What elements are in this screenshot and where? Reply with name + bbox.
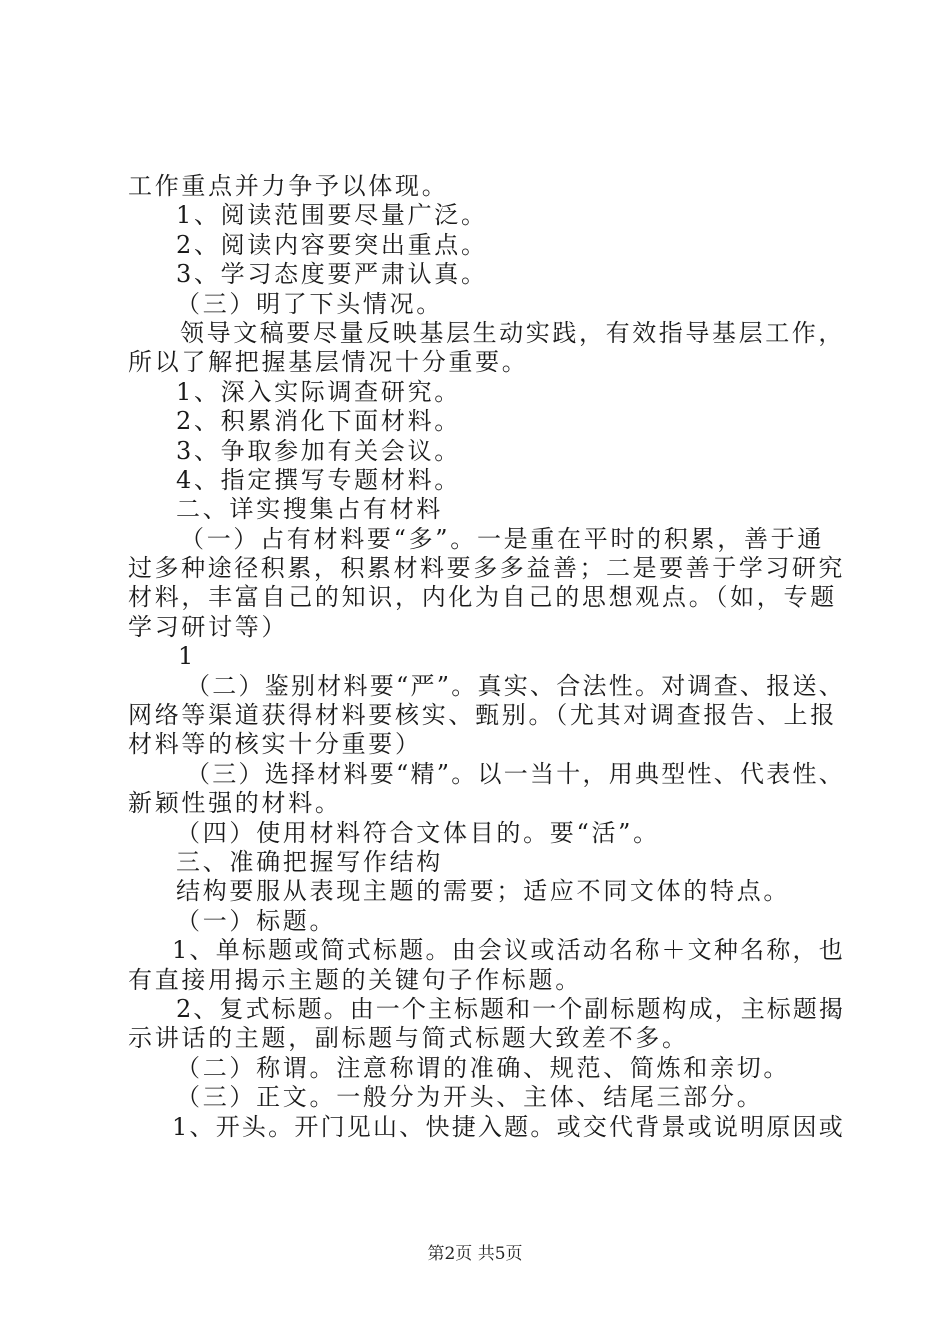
text-line: 三、准确把握写作结构 [176, 847, 443, 876]
document-body [128, 172, 845, 1142]
text-line: 工作重点并力争予以体现。 [128, 172, 449, 200]
text-line: 1 [178, 642, 196, 671]
text-line: 1、阅读范围要尽量广泛。 [176, 201, 488, 230]
text-line: 2、阅读内容要突出重点。 [176, 230, 488, 259]
text-line: 二、详实搜集占有材料 [176, 495, 443, 524]
text-line: 2、积累消化下面材料。 [176, 407, 461, 436]
text-line: 结构要服从表现主题的需要；适应不同文体的特点。 [176, 877, 791, 906]
text-line: 4、指定撰写专题材料。 [176, 465, 461, 494]
text-line: 网络等渠道获得材料要核实、甄别。（尤其对调查报告、上报 [128, 701, 837, 730]
text-line: 材料等的核实十分重要） [128, 730, 422, 759]
text-line: 过多种途径积累，积累材料要多多益善；二是要善于学习研究 [128, 554, 845, 583]
text-line: 3、争取参加有关会议。 [176, 436, 461, 465]
text-line: （一）标题。 [176, 906, 337, 935]
text-line: （一）占有材料要“多”。一是重在平时的积累，善于通 [180, 524, 825, 553]
text-line: 领导文稿要尽量反映基层生动实践，有效指导基层工作， [180, 318, 845, 347]
text-line: 有直接用揭示主题的关键句子作标题。 [128, 965, 582, 994]
text-line: 3、学习态度要严肃认真。 [176, 260, 488, 289]
text-line: 1、单标题或简式标题。由会议或活动名称＋文种名称，也 [172, 936, 845, 965]
text-line: （三）明了下头情况。 [176, 289, 443, 318]
text-line: （三）选择材料要“精”。以一当十，用典型性、代表性、 [186, 759, 845, 788]
text-line: （二）鉴别材料要“严”。真实、合法性。对调查、报送、 [186, 671, 845, 700]
page-footer: 第2页 共5页 [427, 1244, 523, 1264]
text-line: 2、复式标题。由一个主标题和一个副标题构成，主标题揭 [176, 994, 845, 1023]
text-line: 1、开头。开门见山、快捷入题。或交代背景或说明原因或 [172, 1112, 845, 1141]
text-line: 学习研讨等） [128, 612, 289, 641]
text-line: （三）正文。一般分为开头、主体、结尾三部分。 [176, 1083, 764, 1112]
text-line: 示讲话的主题，副标题与简式标题大致差不多。 [128, 1024, 689, 1053]
text-line: （四）使用材料符合文体目的。要“活”。 [176, 818, 660, 847]
text-line: 1、深入实际调查研究。 [176, 377, 461, 406]
text-line: （二）称谓。注意称谓的准确、规范、简炼和亲切。 [176, 1053, 791, 1082]
text-line: 所以了解把握基层情况十分重要。 [128, 348, 529, 377]
text-line: 新颖性强的材料。 [128, 789, 342, 818]
text-line: 材料，丰富自己的知识，内化为自己的思想观点。（如，专题 [128, 583, 837, 612]
